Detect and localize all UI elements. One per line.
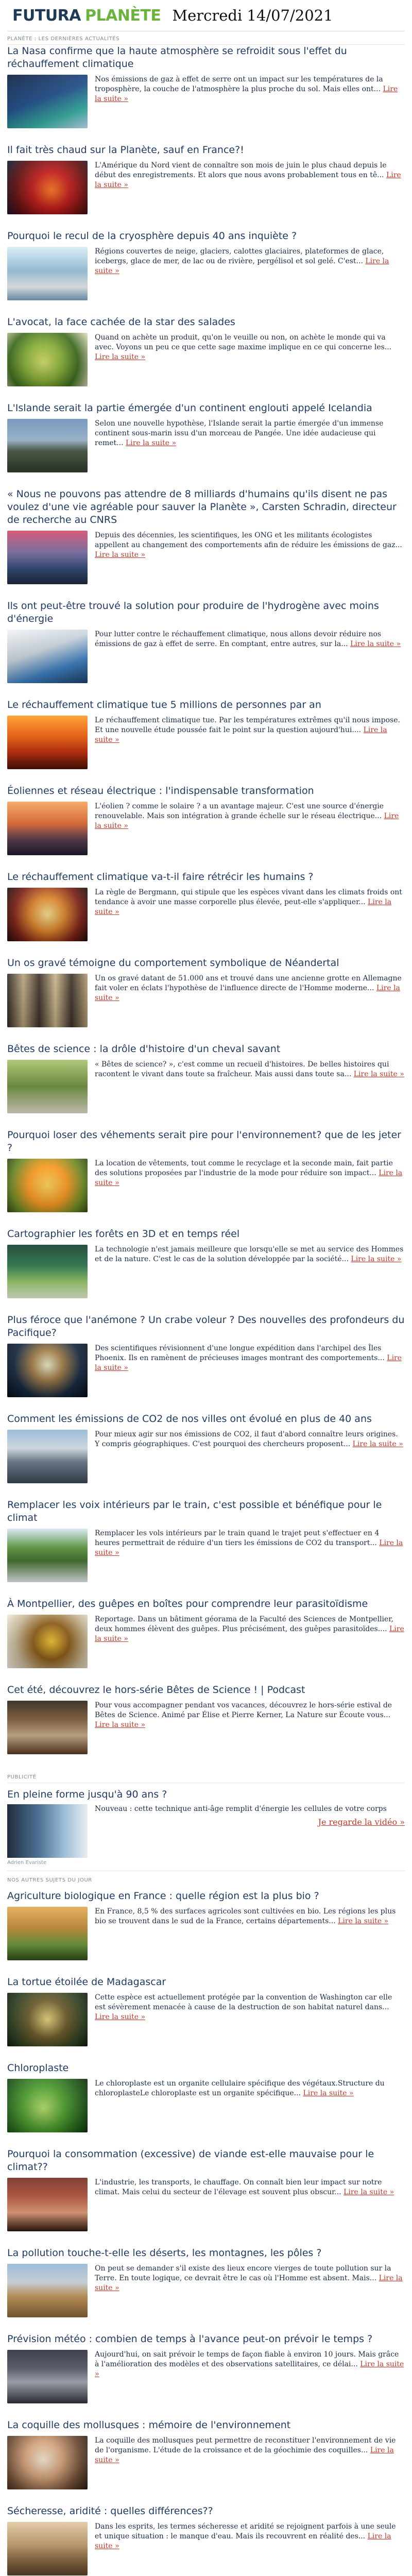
ad-watch-link[interactable]: Je regarde la vidéo » <box>318 1817 405 1827</box>
article-title[interactable]: Bêtes de science : la drôle d'histoire d'un cheval savant <box>7 1043 281 1055</box>
read-more-link[interactable]: Lire la suite » <box>95 812 399 830</box>
ad-block <box>7 1788 405 1866</box>
skulls-image[interactable] <box>7 974 88 1027</box>
read-more-link[interactable]: Lire la suite » <box>95 85 398 103</box>
read-more-link[interactable]: Lire la suite » <box>95 2274 403 2292</box>
article-title[interactable]: Il fait très chaud sur la Planète, sauf en France?! <box>7 144 244 156</box>
article-desc: Cette espèce est actuellement protégée par la convention de Washington car elle est sévèrement menacée à cause de la destruction de son habitat naturel dans... <box>95 1993 392 2011</box>
aurora-image[interactable] <box>7 75 88 128</box>
article-desc: Quand on achète un produit, qu'on le veuille ou non, on achète le monde qui va avec. Voyons un peu ce que cette sage maxime implique en ce qui concerne les... <box>95 333 392 351</box>
article-15 <box>7 1314 405 1397</box>
read-more-link[interactable]: Lire la suite » <box>95 2532 391 2550</box>
article-5 <box>7 402 405 472</box>
read-more-link[interactable]: Lire la suite » <box>95 257 389 275</box>
article-12 <box>7 1043 405 1113</box>
avocado-image[interactable] <box>7 333 88 386</box>
article-desc: Pour mieux agir sur nos émissions de CO2, il faut d'abord connaître leurs origines. Y compris géographiques. C'est pourquoi des chercheurs proposent... <box>95 1430 398 1448</box>
article-desc: Pour lutter contre le réchauffement climatique, nous allons devoir réduire nos émissions de gaz à effet de serre. En comptant, entre autres, sur la... <box>95 630 382 648</box>
site-header <box>7 0 405 31</box>
article-title[interactable]: À Montpellier, des guêpes en boîtes pour comprendre leur parasitoïdisme <box>7 1598 368 1609</box>
article-title[interactable]: L'Islande serait la partie émergée d'un continent englouti appelé Icelandia <box>7 402 372 414</box>
vertical-image[interactable] <box>7 1529 88 1582</box>
article-desc: La coquille des mollusques peut permettre de reconstituer l'environnement de vie de l'organisme. L'étude de la croissance et de la géochimie des coquilles... <box>95 2436 396 2454</box>
article-desc: « Bêtes de science? », c'est comme un recueil d'histoires. De belles histoires qui racontent le vivant dans toute sa fraîcheur. Mais aussi dans toute sa... <box>95 1060 389 1078</box>
deepsea-image[interactable] <box>7 1344 88 1397</box>
article-title[interactable]: La Nasa confirme que la haute atmosphère se refroidit sous l'effet du réchauffement climatique <box>7 45 347 70</box>
article-17 <box>7 1499 405 1582</box>
article-desc: En France, 8,5 % des surfaces agricoles sont cultivées en bio. Les régions les plus bio se trouvent dans le sud de la France, certains départements... <box>95 1907 396 1925</box>
article-title[interactable]: Le réchauffement climatique tue 5 millions de personnes par an <box>7 699 321 710</box>
article-title[interactable]: Agriculture biologique en France : quelle région est la plus bio ? <box>7 1890 319 1902</box>
article-title[interactable]: « Nous ne pouvons pas attendre de 8 milliards d'humains qu'ils disent ne pas voulez d'une vie agréable pour sauver la Planète », Carsten Schradin, directeur de recherche au CNRS <box>7 488 397 526</box>
ad-caption: Adrien Evariste <box>7 1860 47 1866</box>
fruit-image[interactable] <box>7 1159 88 1212</box>
article-title[interactable]: Pourquoi loser des véhements serait pire pour l'environnement? que de les jeter ? <box>7 1129 401 1154</box>
iceland-image[interactable] <box>7 419 88 472</box>
more-article-5 <box>7 2247 405 2317</box>
article-title[interactable]: Chloroplaste <box>7 2062 69 2074</box>
article-title[interactable]: La tortue étoilée de Madagascar <box>7 1976 166 1988</box>
more-article-1 <box>7 1890 405 1960</box>
newsletter-date: Mercredi 14/07/2021 <box>172 7 333 24</box>
more-article-7 <box>7 2419 405 2489</box>
read-more-link[interactable]: Lire la suite » <box>303 2089 354 2097</box>
storm-image[interactable] <box>7 2350 88 2403</box>
read-more-link[interactable]: Lire la suite » <box>95 171 401 189</box>
article-desc: Des scientifiques révisionnent d'une longue expédition dans l'archipel des Îles Phoenix. Ils en ramènent de précieuses images montrant des comportements... <box>95 1344 385 1362</box>
logo-part-futura: FUTURA <box>12 6 81 25</box>
summer-image[interactable] <box>7 1701 88 1754</box>
read-more-link[interactable]: Lire la suite » <box>338 1917 389 1925</box>
article-title[interactable]: Le réchauffement climatique va-t-il faire rétrécir les humains ? <box>7 871 314 883</box>
read-more-link[interactable]: Lire la suite » <box>95 551 146 559</box>
read-more-link[interactable]: Lire la suite » <box>95 2013 146 2021</box>
article-6 <box>7 488 405 584</box>
article-title[interactable]: Sécheresse, aridité : quelles différences?? <box>7 2505 213 2517</box>
article-desc: Pour vous accompagner pendant vos vacances, découvrez le hors-série estival de Bêtes de Science. Animé par Élise et Pierre Kerner, La Nature sur Écoute vous... <box>95 1701 392 1719</box>
article-desc: L'éolien ? comme le solaire ? a un avantage majeur. C'est une source d'énergie renouvelable. Mais son intégration à grande échelle sur le réseau électrique... <box>95 802 384 820</box>
read-more-link[interactable]: Lire la suite » <box>95 1721 146 1729</box>
section-label-more: NOS AUTRES SUJETS DU JOUR <box>7 1871 405 1886</box>
article-desc: La technologie n'est jamais meilleure que lorsqu'elle se met au service des Hommes et de la nature. C'est le cas de la solution développée par la société... <box>95 1245 404 1263</box>
article-title[interactable]: Cartographier les forêts en 3D et en temps réel <box>7 1228 240 1240</box>
read-more-link[interactable]: Lire la suite » <box>95 2446 394 2464</box>
meat-image[interactable] <box>7 2178 88 2231</box>
article-desc: La règle de Bergmann, qui stipule que les espèces vivant dans les climats froids ont tendance à avoir une masse corporelle plus élevée, peut-elle s'appliquer... <box>95 888 402 906</box>
article-18 <box>7 1598 405 1668</box>
article-title[interactable]: Pourquoi la consommation (excessive) de viande est-elle mauvaise pour le climat?? <box>7 2148 374 2173</box>
article-desc: L'industrie, les transports, le chauffage. On connaît bien leur impact sur notre climat. Mais celui du secteur de l'élevage est souvent plus obscur... <box>95 2178 382 2196</box>
article-title[interactable]: Ils ont peut-être trouvé la solution pour produire de l'hydrogène avec moins d'énergie <box>7 600 379 624</box>
read-more-link[interactable]: Lire la suite » <box>95 984 400 1002</box>
read-more-link[interactable]: Lire la suite » <box>95 1169 403 1187</box>
read-more-link[interactable]: Lire la suite » <box>95 353 146 361</box>
crowd-image[interactable] <box>7 531 88 584</box>
read-more-link[interactable]: Lire la suite » <box>95 1625 404 1643</box>
article-9 <box>7 785 405 855</box>
read-more-link[interactable]: Lire la suite » <box>350 640 401 648</box>
article-11 <box>7 957 405 1027</box>
article-title[interactable]: Cet été, découvrez le hors-série Bêtes de Science ! | Podcast <box>7 1684 305 1696</box>
animals-image[interactable] <box>7 1060 88 1113</box>
read-more-link[interactable]: Lire la suite » <box>95 1539 403 1557</box>
article-desc: L'Amérique du Nord vient de connaître son mois de juin le plus chaud depuis le début des enregistrements. Et alors que nous avons probablement tous en tê... <box>95 161 387 179</box>
more-article-8 <box>7 2505 405 2575</box>
logo-part-planete: PLANÈTE <box>85 6 161 25</box>
article-desc: On peut se demander s'il existe des lieux encore vierges de toute pollution sur la Terre. En toute logique, ce devrait être le cas où l'Homme est absent. Mais... <box>95 2264 391 2282</box>
article-title[interactable]: La coquille des mollusques : mémoire de l'environnement <box>7 2419 291 2431</box>
article-desc: Aujourd'hui, on sait prévoir le temps de façon fiable à environ 10 jours. Mais grâce à l'amélioration des modèles et des observations satellitaires, ce délai... <box>95 2350 399 2368</box>
earth-heat-image[interactable] <box>7 161 88 214</box>
more-article-2 <box>7 1976 405 2046</box>
read-more-link[interactable]: Lire la suite » <box>125 439 177 447</box>
article-desc: La location de vêtements, tout comme le recyclage et la seconde main, fait partie des solutions proposées par l'industrie de la mode pour réduire son impact... <box>95 1159 393 1177</box>
article-7 <box>7 600 405 683</box>
article-desc: Le chloroplaste est un organite cellulaire spécifique des végétaux.Structure du chloroplasteLe chloroplaste est un organite spécifique... <box>95 2079 385 2097</box>
ad-desc: Nouveau : cette technique anti-âge remplit d'énergie les cellules de votre corps <box>95 1805 387 1813</box>
article-desc: Depuis des décennies, les scientifiques, les ONG et les militants écologistes appellent au changement des comportements afin de réduire les émissions de gaz... <box>95 531 402 549</box>
article-desc: Régions couvertes de neige, glaciers, calottes glaciaires, plateformes de glace, icebergs, glace de mer, de lac ou de rivière, pergélisol et sol gelé. C'est... <box>95 247 384 265</box>
article-4 <box>7 316 405 386</box>
article-19 <box>7 1684 405 1754</box>
hydrogen-image[interactable] <box>7 630 88 683</box>
glacier-image[interactable] <box>7 247 88 300</box>
article-title[interactable]: Comment les émissions de CO2 de nos villes ont évolué en plus de 40 ans <box>7 1413 372 1425</box>
read-more-link[interactable]: Lire la suite » <box>344 2188 394 2196</box>
article-2 <box>7 144 405 214</box>
article-1 <box>7 45 405 128</box>
section-label-publicite: PUBLICITÉ <box>7 1770 405 1783</box>
article-desc: Remplacer les vols intérieurs par le train quand le trajet peut s'effectuer en 4 heures permettrait de réduire d'un tiers les émissions de CO2 du transport... <box>95 1529 380 1547</box>
article-title[interactable]: Prévision météo : combien de temps à l'avance peut-on prévoir le temps ? <box>7 2333 373 2345</box>
article-8 <box>7 699 405 769</box>
more-article-3 <box>7 2062 405 2132</box>
article-desc: Un os gravé datant de 51.000 ans et trouvé dans une ancienne grotte en Allemagne fait voler en éclats l'hypothèse de l'influence directe de l'Homme moderne... <box>95 974 402 992</box>
agriculture-image[interactable] <box>7 1907 88 1960</box>
article-desc: Dans les esprits, les termes sécheresse et aridité se rejoignent parfois à une seule et unique situation : le manque d'eau. Mais ils recouvrent en réalité des... <box>95 2522 396 2540</box>
article-3 <box>7 230 405 300</box>
chloroplast-image[interactable] <box>7 2079 88 2132</box>
article-desc: Le réchauffement climatique tue. Par les températures extrêmes qu'il nous impose. Et une nouvelle étude poussée fait le point sur la question aujourd'hui.... <box>95 716 400 734</box>
article-title[interactable]: Éoliennes et réseau électrique : l'indispensable transformation <box>7 785 314 796</box>
city-image[interactable] <box>7 1430 88 1483</box>
shell-image[interactable] <box>7 2436 88 2489</box>
ad-image[interactable] <box>7 1804 88 1858</box>
humans-image[interactable] <box>7 888 88 941</box>
more-article-4 <box>7 2148 405 2231</box>
site-logo[interactable] <box>12 7 161 25</box>
drought-image[interactable] <box>7 2522 88 2575</box>
turtle-image[interactable] <box>7 1993 88 2046</box>
article-title[interactable]: L'avocat, la face cachée de la star des salades <box>7 316 235 328</box>
desert-image[interactable] <box>7 2264 88 2317</box>
read-more-link[interactable]: Lire la suite » <box>95 898 392 916</box>
article-desc: Selon une nouvelle hypothèse, l'Islande serait la partie émergée d'un immense continent sous-marin issu d'un morceau de Pangée. Une idée audacieuse qui remet... <box>95 419 384 447</box>
wasp-image[interactable] <box>7 1615 88 1668</box>
ad-title[interactable]: En pleine forme jusqu'à 90 ans ? <box>7 1789 167 1800</box>
forest-image[interactable] <box>7 1245 88 1298</box>
read-more-link[interactable]: Lire la suite » <box>352 1440 403 1448</box>
article-desc: Nos émissions de gaz à effet de serre ont un impact sur les températures de la troposphère, la couche de l'atmosphère la plus proche du sol. Mais elles ont... <box>95 75 383 93</box>
article-desc: Reportage. Dans un bâtiment géorama de la Faculté des Sciences de Montpellier, deux hommes élèvent des guêpes. Plus précisément, des guêpes parasitoïdes.... <box>95 1615 393 1633</box>
article-14 <box>7 1228 405 1298</box>
article-13 <box>7 1129 405 1212</box>
article-title[interactable]: La pollution touche-t-elle les déserts, les montagnes, les pôles ? <box>7 2247 322 2259</box>
article-title[interactable]: Pourquoi le recul de la cryosphère depuis 40 ans inquiète ? <box>7 230 297 242</box>
read-more-link[interactable]: Lire la suite » <box>95 726 387 744</box>
article-title[interactable]: Un os gravé témoigne du comportement symbolique de Néandertal <box>7 957 339 969</box>
article-16 <box>7 1413 405 1483</box>
more-article-6 <box>7 2333 405 2403</box>
read-more-link[interactable]: Lire la suite » <box>351 1255 402 1263</box>
article-10 <box>7 871 405 941</box>
article-title[interactable]: Remplacer les voix intérieurs par le train, c'est possible et bénéfique pour le climat <box>7 1499 382 1523</box>
read-more-link[interactable]: Lire la suite » <box>95 1354 402 1372</box>
heat-image[interactable] <box>7 716 88 769</box>
wind-image[interactable] <box>7 802 88 855</box>
read-more-link[interactable]: Lire la suite » <box>95 2360 404 2378</box>
article-title[interactable]: Plus féroce que l'anémone ? Un crabe voleur ? Des nouvelles des profondeurs du Pacifique? <box>7 1314 405 1338</box>
section-label-latest: PLANÈTE : LES DERNIÈRES ACTUALITÉS <box>7 31 405 45</box>
read-more-link[interactable]: Lire la suite » <box>353 1070 404 1078</box>
